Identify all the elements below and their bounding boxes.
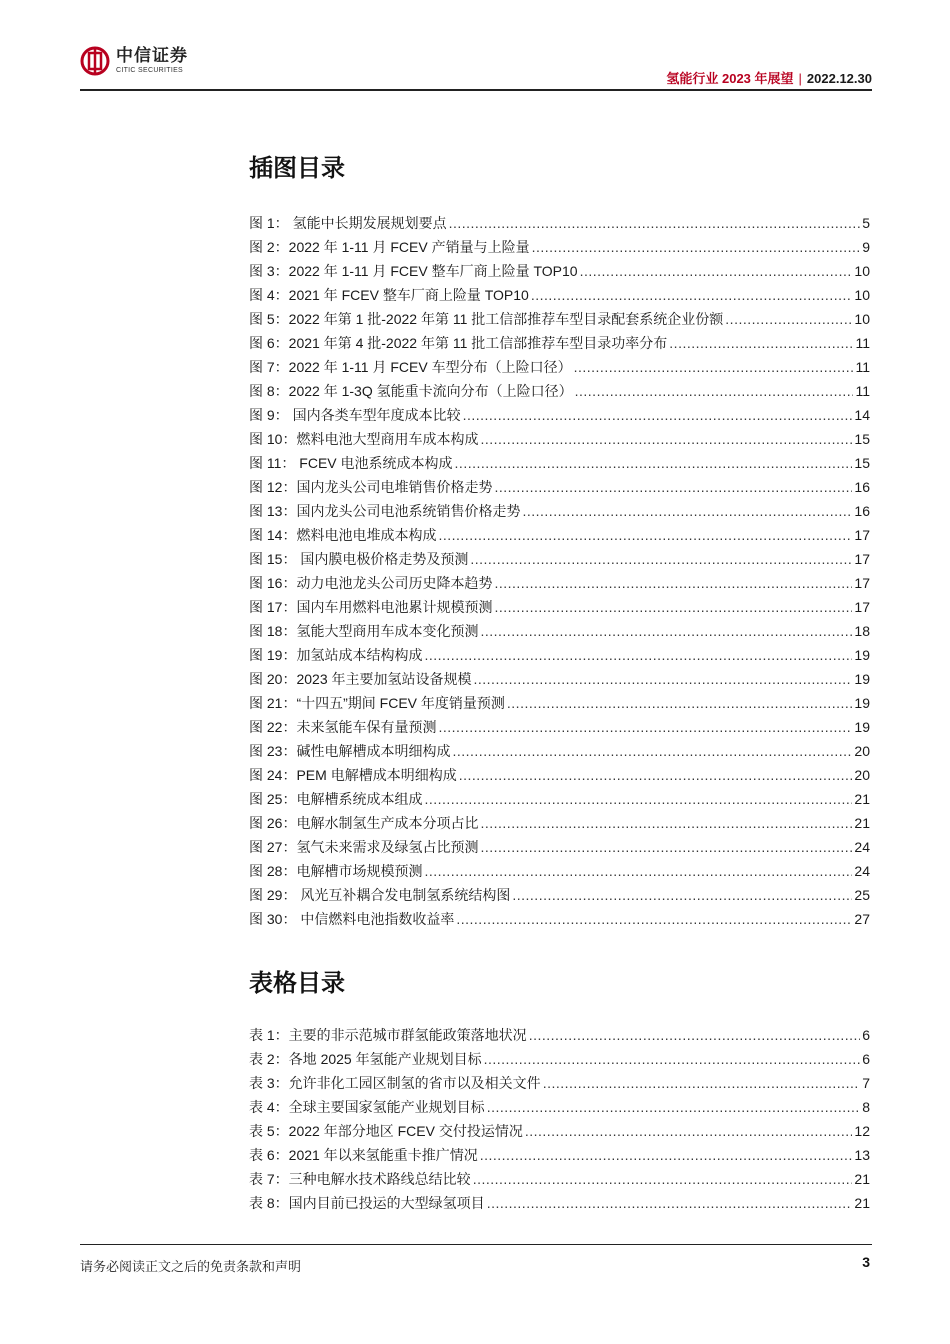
table-toc-entry-label: 表 7：三种电解水技术路线总结比较: [249, 1171, 471, 1187]
figure-toc-entry[interactable]: [249, 211, 870, 235]
tables-toc-title: 表格目录: [249, 970, 345, 997]
figure-toc-entry-page: 14: [854, 407, 870, 423]
figure-toc-entry[interactable]: [249, 859, 870, 883]
leader-dots: [463, 403, 853, 427]
figure-toc-entry-label: 图 6：2021 年第 4 批-2022 年第 11 批工信部推荐车型目录功率分布: [249, 335, 668, 351]
figure-toc-entry[interactable]: [249, 715, 870, 739]
leader-dots: [456, 907, 852, 931]
table-toc-entry[interactable]: [249, 1095, 870, 1119]
figure-toc-entry[interactable]: [249, 475, 870, 499]
leader-dots: [438, 523, 852, 547]
header-separator: |: [798, 71, 802, 86]
figure-toc-entry-label: 图 15： 国内膜电极价格走势及预测: [249, 551, 469, 567]
figure-toc-entry[interactable]: [249, 499, 870, 523]
figure-toc-entry-label: 图 24：PEM 电解槽成本明细构成: [249, 767, 457, 783]
leader-dots: [452, 739, 852, 763]
figure-toc-entry-label: 图 17：国内车用燃料电池累计规模预测: [249, 599, 493, 615]
figure-toc-entry-label: 图 23：碱性电解槽成本明细构成: [249, 743, 451, 759]
figure-toc-entry-label: 图 30： 中信燃料电池指数收益率: [249, 911, 455, 927]
figure-toc-entry-page: 10: [854, 287, 870, 303]
leader-dots: [480, 427, 852, 451]
figure-toc-entry[interactable]: [249, 307, 870, 331]
figure-toc-entry[interactable]: [249, 259, 870, 283]
leader-dots: [574, 355, 854, 379]
table-toc-entry-page: 6: [862, 1051, 870, 1067]
leader-dots: [522, 499, 852, 523]
figure-toc-entry-label: 图 16：动力电池龙头公司历史降本趋势: [249, 575, 493, 591]
figure-toc-entry[interactable]: [249, 691, 870, 715]
report-date: 2022.12.30: [806, 71, 872, 86]
figures-toc-title: 插图目录: [249, 155, 345, 182]
company-logo: [80, 46, 188, 76]
table-toc-entry[interactable]: [249, 1191, 870, 1215]
figure-toc-entry[interactable]: [249, 571, 870, 595]
table-toc-entry-page: 7: [862, 1075, 870, 1091]
table-toc-entry[interactable]: [249, 1143, 870, 1167]
table-toc-entry-page: 8: [862, 1099, 870, 1115]
figure-toc-entry-label: 图 20：2023 年主要加氢站设备规模: [249, 671, 472, 687]
figure-toc-entry[interactable]: [249, 643, 870, 667]
footer-divider: [80, 1244, 872, 1245]
leader-dots: [484, 1047, 861, 1071]
leader-dots: [725, 307, 852, 331]
figure-toc-entry-label: 图 11： FCEV 电池系统成本构成: [249, 455, 453, 471]
figure-toc-entry-page: 24: [854, 839, 870, 855]
leader-dots: [512, 883, 852, 907]
header-divider: [80, 89, 872, 91]
table-toc-entry[interactable]: [249, 1023, 870, 1047]
table-toc-entry[interactable]: [249, 1071, 870, 1095]
figure-toc-entry-page: 20: [854, 743, 870, 759]
leader-dots: [473, 1167, 853, 1191]
figure-toc-entry-page: 19: [854, 719, 870, 735]
leader-dots: [438, 715, 852, 739]
figure-toc-entry-label: 图 19：加氢站成本结构构成: [249, 647, 423, 663]
citic-logo-icon: [80, 46, 110, 76]
figure-toc-entry-label: 图 22：未来氢能车保有量预测: [249, 719, 437, 735]
logo-english-name: CITIC SECURITIES: [116, 67, 184, 74]
figure-toc-entry-label: 图 12：国内龙头公司电堆销售价格走势: [249, 479, 493, 495]
figure-toc-entry-page: 17: [854, 575, 870, 591]
figure-toc-entry-page: 25: [854, 887, 870, 903]
figure-toc-entry[interactable]: [249, 883, 870, 907]
figure-toc-entry[interactable]: [249, 283, 870, 307]
table-toc-entry-label: 表 8：国内目前已投运的大型绿氢项目: [249, 1195, 485, 1211]
figure-toc-entry-page: 20: [854, 767, 870, 783]
table-toc-entry-label: 表 1：主要的非示范城市群氢能政策落地状况: [249, 1027, 527, 1043]
figure-toc-entry[interactable]: [249, 235, 870, 259]
table-toc-entry-page: 21: [854, 1171, 870, 1187]
leader-dots: [531, 283, 853, 307]
figure-toc-entry-label: 图 5：2022 年第 1 批-2022 年第 11 批工信部推荐车型目录配套系统企业份额: [249, 311, 724, 327]
figure-toc-entry-label: 图 29： 风光互补耦合发电制氢系统结构图: [249, 887, 511, 903]
figure-toc-entry-page: 11: [855, 383, 870, 399]
figure-toc-entry[interactable]: [249, 523, 870, 547]
table-toc-entry-page: 21: [854, 1195, 870, 1211]
figure-toc-entry[interactable]: [249, 595, 870, 619]
leader-dots: [459, 763, 853, 787]
logo-chinese-name: 中信证券: [116, 46, 188, 65]
leader-dots: [455, 451, 853, 475]
figure-toc-entry[interactable]: [249, 547, 870, 571]
leader-dots: [480, 619, 852, 643]
table-toc-entry-page: 6: [862, 1027, 870, 1043]
figure-toc-entry-page: 10: [854, 263, 870, 279]
figure-toc-entry-label: 图 2：2022 年 1-11 月 FCEV 产销量与上险量: [249, 239, 530, 255]
figure-toc-entry-page: 24: [854, 863, 870, 879]
figure-toc-entry-page: 15: [854, 431, 870, 447]
figure-toc-entry[interactable]: [249, 739, 870, 763]
leader-dots: [529, 1023, 861, 1047]
leader-dots: [480, 835, 852, 859]
figure-toc-entry-label: 图 1： 氢能中长期发展规划要点: [249, 215, 447, 231]
leader-dots: [494, 475, 852, 499]
leader-dots: [575, 379, 854, 403]
figure-toc-entry-label: 图 14：燃料电池电堆成本构成: [249, 527, 437, 543]
leader-dots: [474, 667, 853, 691]
figure-toc-entry[interactable]: [249, 835, 870, 859]
tables-toc-list: [249, 1023, 870, 1215]
table-toc-entry-page: 12: [854, 1123, 870, 1139]
disclaimer-text: 请务必阅读正文之后的免责条款和声明: [80, 1259, 302, 1274]
figure-toc-entry[interactable]: [249, 787, 870, 811]
leader-dots: [480, 1143, 853, 1167]
figure-toc-entry-label: 图 3：2022 年 1-11 月 FCEV 整车厂商上险量 TOP10: [249, 263, 578, 279]
figure-toc-entry-label: 图 9： 国内各类车型年度成本比较: [249, 407, 461, 423]
table-toc-entry-label: 表 5：2022 年部分地区 FCEV 交付投运情况: [249, 1123, 523, 1139]
table-toc-entry-label: 表 2：各地 2025 年氢能产业规划目标: [249, 1051, 482, 1067]
figure-toc-entry-label: 图 21：“十四五”期间 FCEV 年度销量预测: [249, 695, 505, 711]
leader-dots: [449, 211, 861, 235]
figure-toc-entry-page: 5: [862, 215, 870, 231]
report-info: [666, 68, 872, 87]
figure-toc-entry-label: 图 13：国内龙头公司电池系统销售价格走势: [249, 503, 521, 519]
leader-dots: [494, 571, 852, 595]
table-toc-entry-label: 表 4：全球主要国家氢能产业规划目标: [249, 1099, 485, 1115]
leader-dots: [507, 691, 853, 715]
figure-toc-entry-page: 19: [854, 647, 870, 663]
figure-toc-entry[interactable]: [249, 667, 870, 691]
figure-toc-entry[interactable]: [249, 451, 870, 475]
page-number: 3: [862, 1254, 870, 1270]
figure-toc-entry-label: 图 28：电解槽市场规模预测: [249, 863, 423, 879]
figure-toc-entry-page: 16: [854, 503, 870, 519]
leader-dots: [424, 859, 852, 883]
figures-toc-list: [249, 211, 870, 931]
figure-toc-entry[interactable]: [249, 379, 870, 403]
leader-dots: [669, 331, 853, 355]
leader-dots: [480, 811, 852, 835]
page-header: [80, 46, 872, 90]
leader-dots: [487, 1191, 853, 1215]
figure-toc-entry-label: 图 18：氢能大型商用车成本变化预测: [249, 623, 479, 639]
figure-toc-entry-page: 17: [854, 551, 870, 567]
figure-toc-entry-page: 19: [854, 671, 870, 687]
figure-toc-entry-page: 11: [855, 359, 870, 375]
figure-toc-entry-label: 图 7：2022 年 1-11 月 FCEV 车型分布（上险口径）: [249, 359, 572, 375]
table-toc-entry-label: 表 3：允许非化工园区制氢的省市以及相关文件: [249, 1075, 541, 1091]
figure-toc-entry-label: 图 27：氢气未来需求及绿氢占比预测: [249, 839, 479, 855]
leader-dots: [470, 547, 852, 571]
figure-toc-entry[interactable]: [249, 355, 870, 379]
figure-toc-entry-label: 图 4：2021 年 FCEV 整车厂商上险量 TOP10: [249, 287, 529, 303]
table-toc-entry[interactable]: [249, 1167, 870, 1191]
figure-toc-entry-label: 图 25：电解槽系统成本组成: [249, 791, 423, 807]
figure-toc-entry-page: 16: [854, 479, 870, 495]
leader-dots: [424, 787, 852, 811]
figure-toc-entry-page: 9: [862, 239, 870, 255]
figure-toc-entry[interactable]: [249, 619, 870, 643]
figure-toc-entry-page: 21: [854, 815, 870, 831]
leader-dots: [424, 643, 852, 667]
figure-toc-entry[interactable]: [249, 811, 870, 835]
figure-toc-entry-page: 10: [854, 311, 870, 327]
figure-toc-entry[interactable]: [249, 763, 870, 787]
figure-toc-entry[interactable]: [249, 427, 870, 451]
table-toc-entry-label: 表 6：2021 年以来氢能重卡推广情况: [249, 1147, 478, 1163]
table-toc-entry-page: 13: [854, 1147, 870, 1163]
figure-toc-entry-page: 17: [854, 599, 870, 615]
figure-toc-entry-page: 27: [854, 911, 870, 927]
table-toc-entry[interactable]: [249, 1047, 870, 1071]
figure-toc-entry-label: 图 8：2022 年 1-3Q 氢能重卡流向分布（上险口径）: [249, 383, 573, 399]
report-title: 氢能行业 2023 年展望: [666, 71, 794, 86]
leader-dots: [487, 1095, 861, 1119]
figure-toc-entry-page: 15: [854, 455, 870, 471]
leader-dots: [580, 259, 853, 283]
figure-toc-entry-page: 11: [855, 335, 870, 351]
leader-dots: [494, 595, 852, 619]
figure-toc-entry-label: 图 10：燃料电池大型商用车成本构成: [249, 431, 479, 447]
leader-dots: [525, 1119, 853, 1143]
table-toc-entry[interactable]: [249, 1119, 870, 1143]
leader-dots: [532, 235, 861, 259]
figure-toc-entry-page: 17: [854, 527, 870, 543]
figure-toc-entry-page: 21: [854, 791, 870, 807]
figure-toc-entry-label: 图 26：电解水制氢生产成本分项占比: [249, 815, 479, 831]
figure-toc-entry[interactable]: [249, 907, 870, 931]
figure-toc-entry-page: 18: [854, 623, 870, 639]
figure-toc-entry[interactable]: [249, 331, 870, 355]
figure-toc-entry-page: 19: [854, 695, 870, 711]
figure-toc-entry[interactable]: [249, 403, 870, 427]
leader-dots: [543, 1071, 861, 1095]
